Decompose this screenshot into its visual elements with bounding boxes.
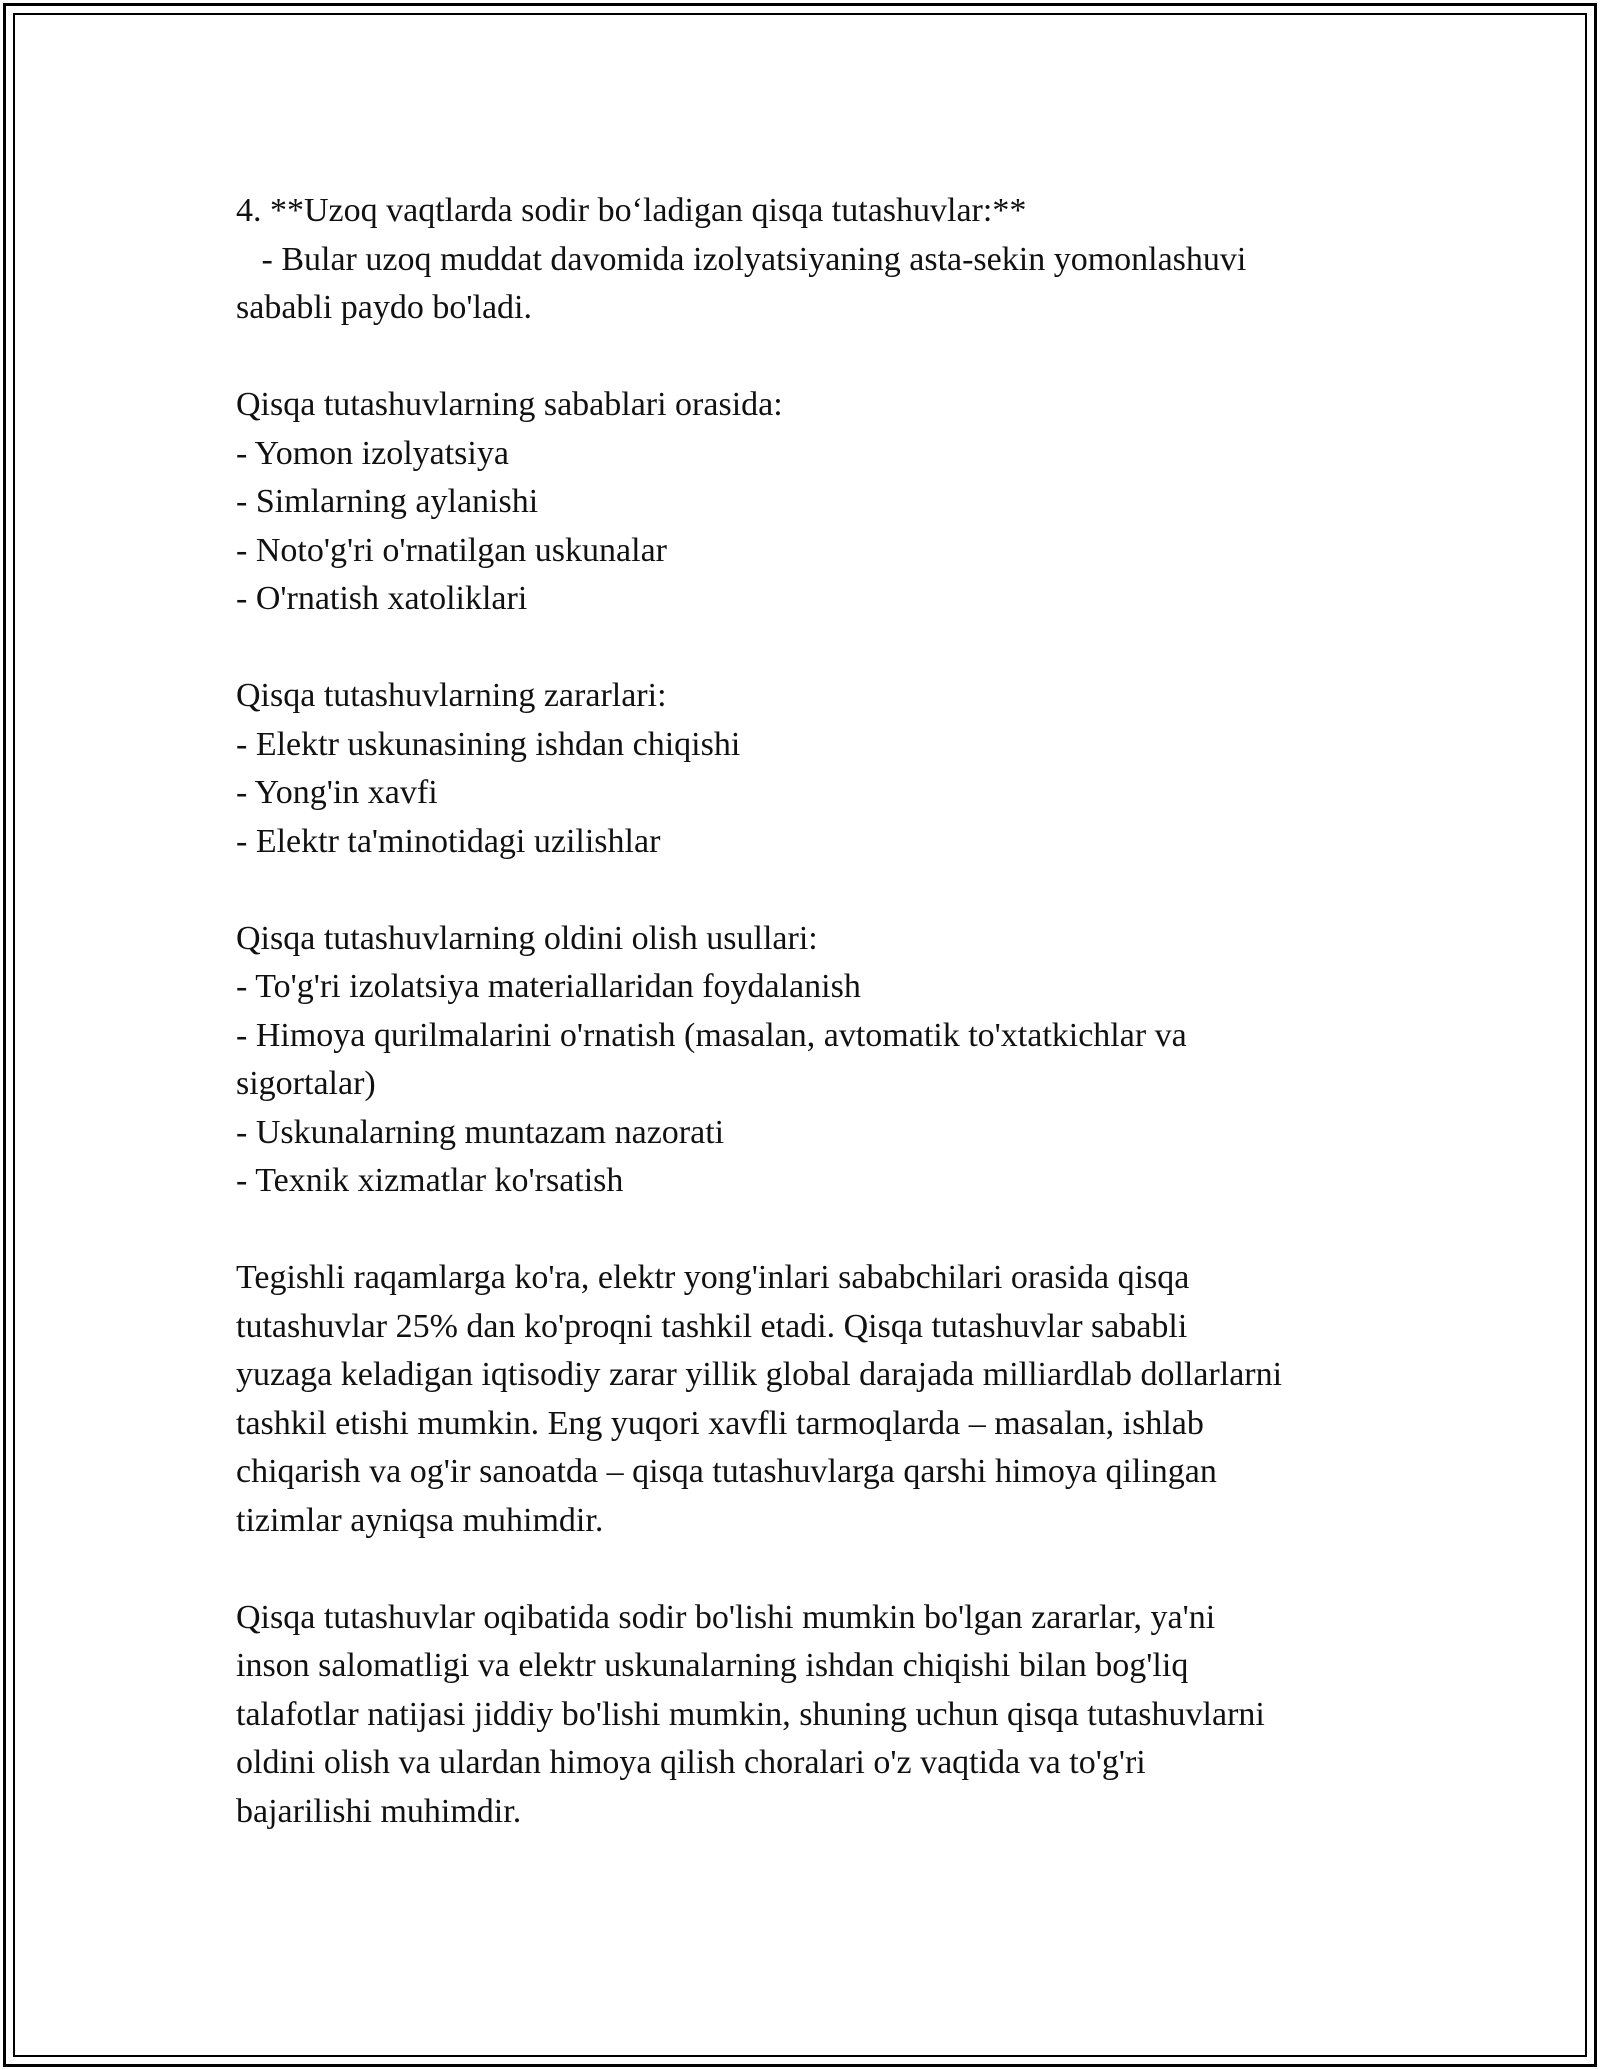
list-item: - Simlarning aylanishi bbox=[236, 483, 539, 520]
paragraph-line: talafotlar natijasi jiddiy bo'lishi mumkin, shuning uchun qisqa tutashuvlarni bbox=[236, 1695, 1265, 1733]
list-item: - To'g'ri izolatsiya materiallaridan foydalanish bbox=[236, 968, 861, 1005]
list-item: - Yong'in xavfi bbox=[236, 774, 438, 811]
list-item: - O'rnatish xatoliklari bbox=[236, 580, 528, 617]
spacer bbox=[236, 624, 1376, 673]
paragraph-line: tashkil etishi mumkin. Eng yuqori xavfli tarmoqlarda – masalan, ishlab bbox=[236, 1404, 1204, 1442]
list-item: - Noto'g'ri o'rnatilgan uskunalar bbox=[236, 531, 667, 569]
document-body bbox=[236, 187, 1376, 1836]
list-item: sigortalar) bbox=[236, 1065, 376, 1102]
spacer bbox=[236, 1545, 1376, 1594]
paragraph-line: Tegishli raqamlarga ko'ra, elektr yong'inlari sababchilari orasida qisqa bbox=[236, 1259, 1190, 1296]
paragraph-line: chiqarish va og'ir sanoatda – qisqa tutashuvlarga qarshi himoya qilingan bbox=[236, 1453, 1217, 1490]
section-4 bbox=[236, 187, 1376, 333]
list-item: - Elektr uskunasining ishdan chiqishi bbox=[236, 725, 741, 763]
section-bullet-line-1: - Bular uzoq muddat davomida izolyatsiyaning asta-sekin yomonlashuvi bbox=[236, 240, 1247, 278]
spacer bbox=[236, 866, 1376, 915]
paragraph-line: yuzaga keladigan iqtisodiy zarar yillik global darajada milliardlab dollarlarni bbox=[236, 1356, 1283, 1393]
paragraph-line: Qisqa tutashuvlar oqibatida sodir bo'lishi mumkin bo'lgan zararlar, ya'ni bbox=[236, 1598, 1216, 1636]
damages-list bbox=[236, 672, 1376, 866]
section-bullet-line-2: sababli paydo bo'ladi. bbox=[236, 289, 533, 326]
paragraph-line: inson salomatligi va elektr uskunalarning ishdan chiqishi bilan bog'liq bbox=[236, 1647, 1189, 1684]
list-item: - Yomon izolyatsiya bbox=[236, 434, 509, 472]
list-item: - Texnik xizmatlar ko'rsatish bbox=[236, 1162, 624, 1199]
spacer bbox=[236, 1206, 1376, 1255]
paragraph-line: tutashuvlar 25% dan ko'proqni tashkil etadi. Qisqa tutashuvlar sababli bbox=[236, 1307, 1188, 1345]
spacer bbox=[236, 333, 1376, 382]
prevention-heading: Qisqa tutashuvlarning oldini olish usullari: bbox=[236, 919, 818, 957]
paragraph-line: bajarilishi muhimdir. bbox=[236, 1792, 522, 1830]
causes-heading: Qisqa tutashuvlarning sabablari orasida: bbox=[236, 386, 783, 423]
list-item: - Uskunalarning muntazam nazorati bbox=[236, 1113, 725, 1151]
section-heading: 4. **Uzoq vaqtlarda sodir bo‘ladigan qisqa tutashuvlar:** bbox=[236, 192, 1027, 229]
paragraph-line: tizimlar ayniqsa muhimdir. bbox=[236, 1501, 604, 1539]
list-item: - Elektr ta'minotidagi uzilishlar bbox=[236, 822, 661, 860]
conclusion-paragraph bbox=[236, 1594, 1376, 1837]
list-item: - Himoya qurilmalarini o'rnatish (masalan, avtomatik to'xtatkichlar va bbox=[236, 1016, 1187, 1054]
paragraph-line: oldini olish va ulardan himoya qilish choralari o'z vaqtida va to'g'ri bbox=[236, 1744, 1146, 1781]
statistics-paragraph bbox=[236, 1254, 1376, 1545]
prevention-list bbox=[236, 915, 1376, 1206]
damages-heading: Qisqa tutashuvlarning zararlari: bbox=[236, 677, 667, 714]
causes-list bbox=[236, 381, 1376, 624]
